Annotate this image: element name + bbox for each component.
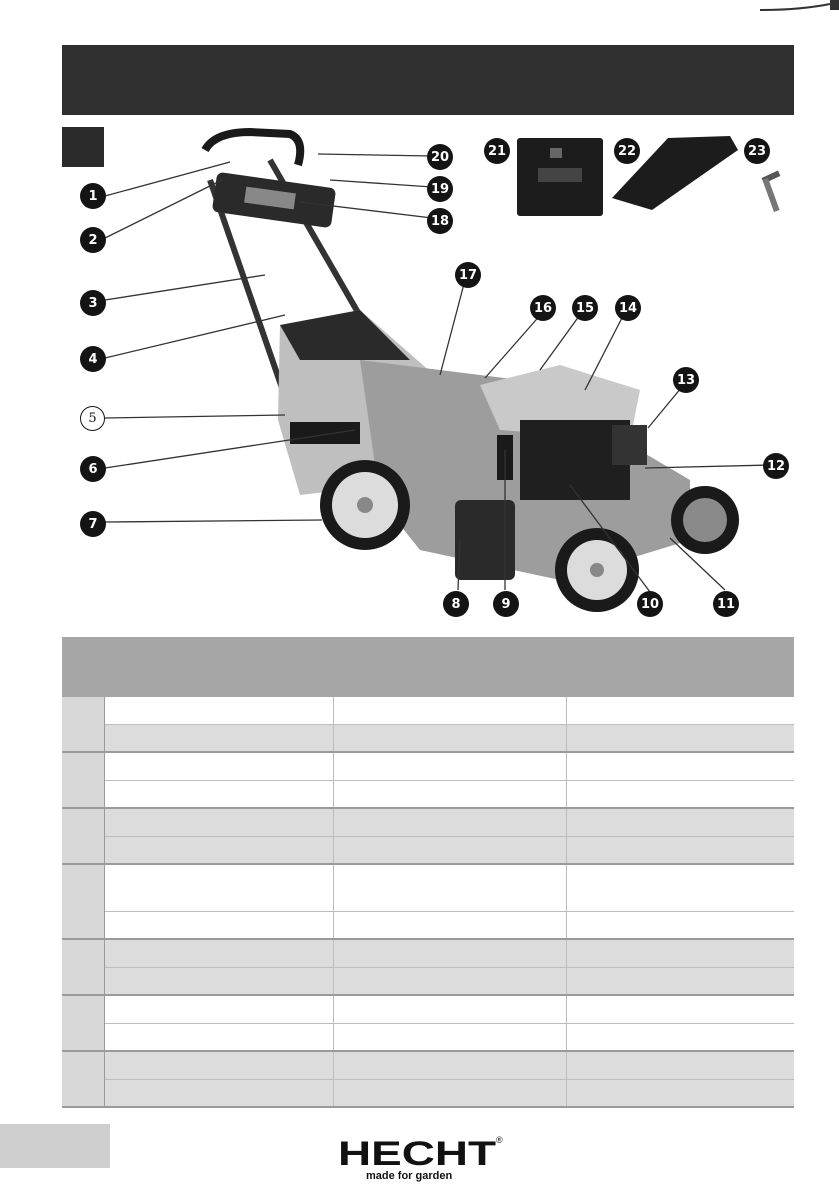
callout-14: 14 [615,295,641,321]
callout-1: 1 [80,183,106,209]
callout-11: 11 [713,591,739,617]
spec-group [62,753,794,809]
callout-21: 21 [484,138,510,164]
table-row [105,996,794,1024]
callout-3: 3 [80,290,106,316]
callout-10: 10 [637,591,663,617]
spec-group [62,1052,794,1108]
callout-8: 8 [443,591,469,617]
table-row [105,940,794,968]
spec-group [62,809,794,865]
table-row [105,865,794,912]
spark-plug-wrench-accessory [762,170,781,212]
grass-bag-accessory [517,138,603,216]
callout-23: 23 [744,138,770,164]
callout-7: 7 [80,511,106,537]
svg-text:®: ® [496,1135,503,1145]
table-row [105,1080,794,1106]
svg-text:HECHT: HECHT [338,1135,497,1173]
callout-2: 2 [80,227,106,253]
spec-table [62,697,794,1108]
table-row [105,912,794,938]
callout-20: 20 [427,144,453,170]
table-row [105,968,794,994]
spec-group [62,865,794,940]
callout-22: 22 [614,138,640,164]
table-row [105,809,794,837]
spec-group [62,697,794,753]
spec-group [62,996,794,1052]
lawn-mower-illustration [0,120,839,630]
callout-9: 9 [493,591,519,617]
hecht-logo [338,1133,508,1183]
table-row [105,753,794,781]
callout-13: 13 [673,367,699,393]
callout-19: 19 [427,176,453,202]
callout-17: 17 [455,262,481,288]
table-row [105,697,794,725]
callout-15: 15 [572,295,598,321]
spec-table-header [62,637,794,697]
page-number-tab [0,1124,110,1168]
svg-text:made for garden: made for garden [366,1170,453,1182]
callout-5: 5 [80,406,105,431]
table-row [105,1024,794,1050]
table-row [105,1052,794,1080]
table-row [105,781,794,807]
page-corner-mark [760,0,839,22]
section-header-bar [62,45,794,115]
table-row [105,837,794,863]
callout-18: 18 [427,208,453,234]
table-row [105,725,794,751]
spec-group [62,940,794,996]
callout-16: 16 [530,295,556,321]
callout-12: 12 [763,453,789,479]
callout-4: 4 [80,346,106,372]
callout-6: 6 [80,456,106,482]
